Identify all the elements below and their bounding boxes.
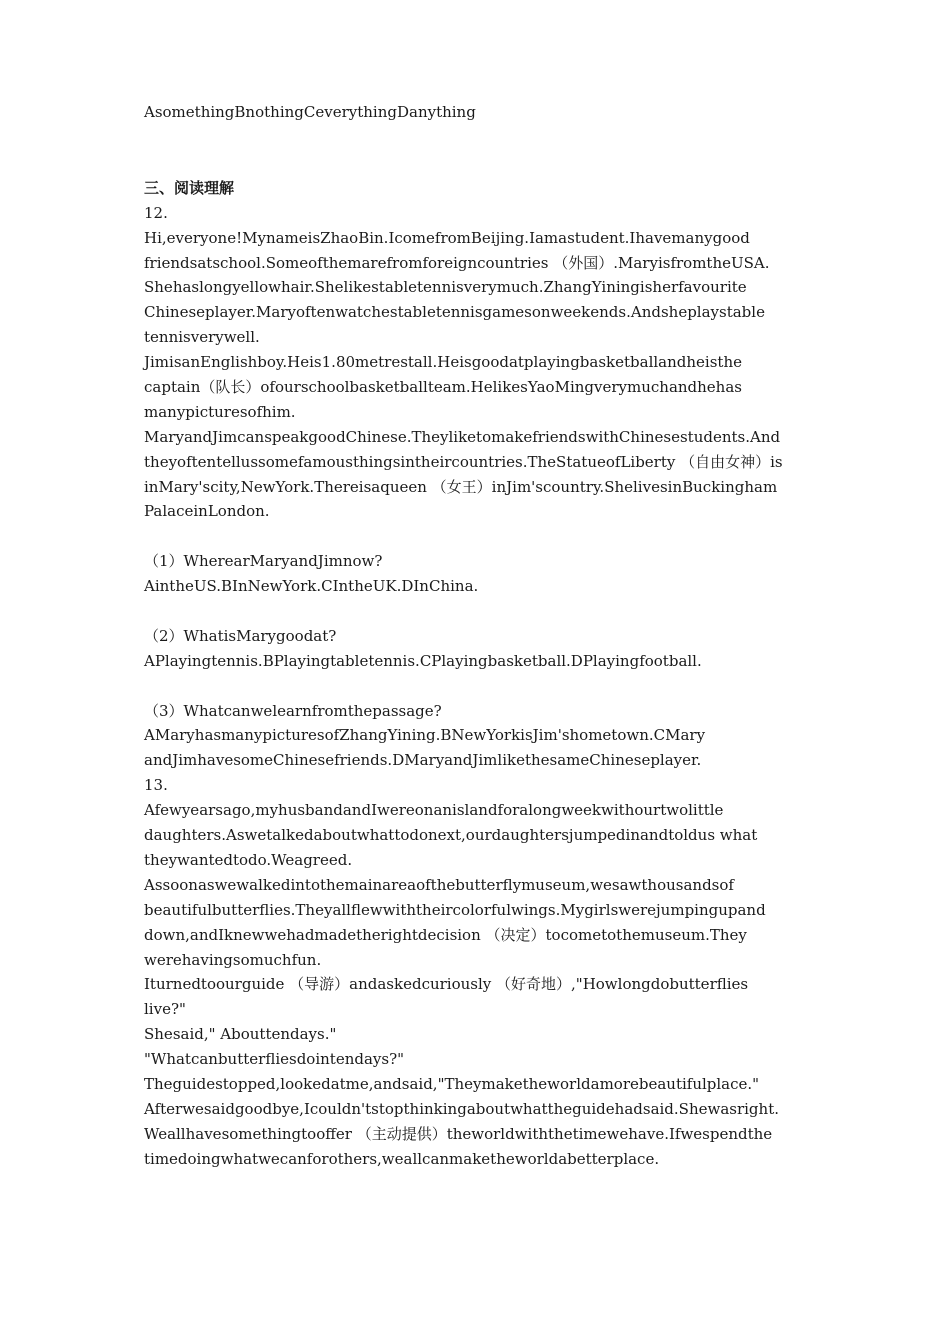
passage-line: Theguidestopped,lookedatme,andsaid,"Theymaketheworldamorebeautifulplace." [144,1074,760,1093]
question-12-3-stem: （3）Whatcanwelearnfromthepassage? [144,701,442,720]
passage-line: Afterwesaidgoodbye,Icouldn'tstopthinkingaboutwhattheguidehadsaid.Shewasright. [144,1099,779,1118]
document-page [144,100,814,1172]
question-12-1-stem: （1）WherearMaryandJimnow? [144,552,383,571]
question-12-number: 12. [144,203,168,222]
question-12-2-options: APlayingtennis.BPlayingtabletennis.CPlayingbasketball.DPlayingfootball. [144,651,702,670]
passage-line: timedoingwhatwecanforothers,weallcanmaketheworldabetterplace. [144,1149,660,1168]
question-13-number: 13. [144,776,168,795]
passage-line: daughters.Aswetalkedaboutwhattodonext,ourdaughtersjumpedinandtoldus what [144,826,758,845]
passage-line: inMary'scity,NewYork.Thereisaqueen （女王）inJim'scountry.ShelivesinBuckingham [144,477,778,496]
passage-line: Hi,everyone!MynameisZhaoBin.IcomefromBeijing.Iamastudent.Ihavemanygood [144,228,750,247]
passage-line: PalaceinLondon. [144,502,270,521]
passage-line: theywantedtodo.Weagreed. [144,850,353,869]
passage-line: JimisanEnglishboy.Heis1.80metrestall.Heisgoodatplayingbasketballandheisthe [144,353,742,372]
passage-line: MaryandJimcanspeakgoodChinese.TheyliketomakefriendswithChinesestudents.And [144,427,781,446]
question-12-3-options: andJimhavesomeChinesefriends.DMaryandJimlikethesameChineseplayer. [144,751,702,770]
previous-question-options: AsomethingBnothingCeverythingDanything [144,103,476,121]
question-13-passage [144,798,814,1171]
passage-line: beautifulbutterflies.Theyallflewwiththeircolorfulwings.Mygirlswerejumpingupand [144,900,766,919]
question-12-1-options: AintheUS.BInNewYork.CIntheUK.DInChina. [144,577,479,596]
passage-line: captain（队长）ofourschoolbasketballteam.HelikesYaoMingverymuchandhehas [144,378,742,397]
passage-line: Afewyearsago,myhusbandandIwereonanislandforalongweekwithourtwolittle [144,801,724,820]
passage-line: down,andIknewwehadmadetherightdecision （决定）tocometothemuseum.They [144,925,747,944]
passage-line: friendsatschool.Someofthemarefromforeigncountries （外国）.MaryisfromtheUSA. [144,253,770,272]
passage-line: theyoftentellussomefamousthingsintheircountries.TheStatueofLiberty （自由女神）is [144,452,783,471]
section-title: 三、阅读理解 [144,178,235,197]
passage-line: Shehaslongyellowhair.Shelikestabletennisverymuch.ZhangYiningisherfavourite [144,278,747,297]
passage-line: manypicturesofhim. [144,402,296,421]
passage-line: Assoonaswewalkedintothemainareaofthebutterflymuseum,wesawthousandsof [144,875,734,894]
passage-line: Shesaid," Abouttendays." [144,1025,337,1044]
question-12-2-stem: （2）WhatisMarygoodat? [144,626,337,645]
passage-line: "Whatcanbutterfliesdointendays?" [144,1050,405,1069]
passage-line: live?" [144,1000,186,1019]
passage-line: Chineseplayer.Maryoftenwatchestabletennisgamesonweekends.Andsheplaystable [144,303,765,322]
passage-line: tennisverywell. [144,328,260,347]
question-12-3-options: AMaryhasmanypicturesofZhangYining.BNewYorkisJim'shometown.CMary [144,726,706,745]
question-12-passage [144,226,814,525]
passage-line: Weallhavesomethingtooffer （主动提供）theworldwiththetimewehave.Ifwespendthe [144,1124,773,1143]
passage-line: werehavingsomuchfun. [144,950,322,969]
passage-line: Iturnedtoourguide （导游）andaskedcuriously （好奇地）,"Howlongdobutterflies [144,975,749,994]
